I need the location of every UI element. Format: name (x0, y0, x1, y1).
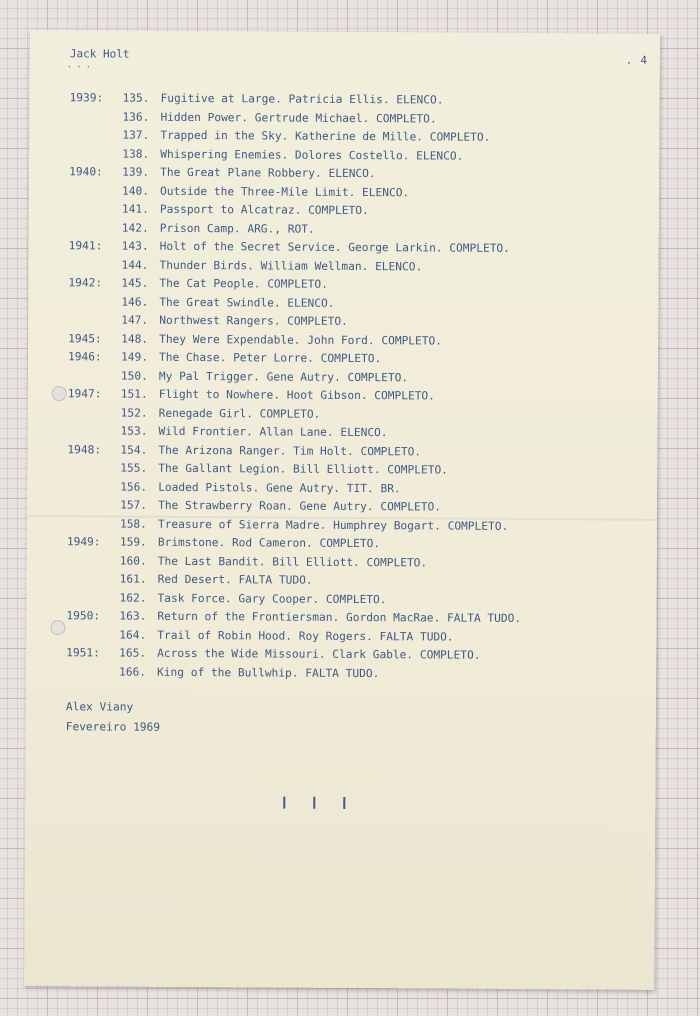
entry-year: 1950: (66, 609, 101, 623)
entry-number: 136. (122, 110, 150, 124)
ink-dots: ... (66, 60, 96, 71)
entry-text: The Gallant Legion. Bill Elliott. COMPLETO. (158, 461, 448, 477)
entry-text: Trail of Robin Hood. Roy Rogers. FALTA TUDO. (157, 628, 454, 644)
entry-number: 155. (120, 461, 148, 475)
entry-text: The Strawberry Roan. Gene Autry. COMPLETO. (158, 498, 442, 514)
typed-mark (313, 797, 315, 809)
author-name: Alex Viany (65, 700, 134, 714)
entry-text: King of the Bullwhip. FALTA TUDO. (157, 665, 380, 680)
page-number: . 4 (625, 53, 648, 67)
entry-year: 1939: (69, 91, 104, 105)
signature-date: Fevereiro 1969 (65, 720, 161, 734)
entry-year: 1945: (68, 331, 102, 345)
entry-text: The Chase. Peter Lorre. COMPLETO. (158, 350, 382, 366)
entry-number: 138. (122, 147, 150, 161)
entry-number: 166. (119, 665, 147, 679)
entry-text: Prison Camp. ARG., ROT. (159, 221, 315, 236)
entry-number: 152. (120, 406, 148, 420)
entry-text: Whispering Enemies. Dolores Costello. ELENCO. (160, 147, 464, 163)
signature-block (66, 697, 161, 738)
entry-number: 150. (120, 369, 148, 383)
typed-mark (343, 797, 345, 809)
entry-year: 1940: (69, 165, 103, 179)
entry-number: 164. (119, 628, 147, 642)
entry-text: Outside the Three-Mile Limit. ELENCO. (159, 184, 410, 199)
header-name: Jack Holt (69, 47, 130, 61)
entry-number: 137. (122, 128, 150, 142)
entry-text: The Great Swindle. ELENCO. (159, 295, 335, 310)
entry-number: 142. (121, 221, 149, 235)
document-page (24, 30, 660, 990)
entry-text: Trapped in the Sky. Katherine de Mille. COMPLETO. (160, 128, 491, 144)
entry-year: 1951: (66, 646, 100, 660)
entry-text: Wild Frontier. Allan Lane. ELENCO. (158, 424, 388, 440)
entry-text: Renegade Girl. COMPLETO. (158, 406, 321, 421)
entry-text: Flight to Nowhere. Hoot Gibson. COMPLETO. (158, 387, 435, 403)
entry-year: 1942: (68, 276, 103, 290)
entry-number: 151. (120, 387, 148, 401)
entry-number: 165. (119, 646, 147, 660)
entry-number: 148. (121, 332, 149, 346)
entry-number: 154. (120, 443, 148, 457)
typed-mark (283, 797, 285, 809)
entry-text: The Last Bandit. Bill Elliott. COMPLETO. (157, 554, 428, 569)
entry-text: Loaded Pistols. Gene Autry. TIT. BR. (158, 480, 401, 495)
entry-number: 157. (120, 498, 148, 512)
entry-text: Holt of the Secret Service. George Larkin. COMPLETO. (159, 239, 510, 255)
entry-number: 143. (121, 239, 149, 253)
entry-number: 147. (121, 313, 149, 327)
entry-text: Red Desert. FALTA TUDO. (157, 572, 313, 587)
entry-number: 141. (121, 202, 149, 216)
entry-text: Passport to Alcatraz. COMPLETO. (159, 202, 369, 218)
entry-text: Fugitive at Large. Patricia Ellis. ELENCO. (160, 91, 444, 107)
punch-hole (52, 386, 67, 401)
entry-text: My Pal Trigger. Gene Autry. COMPLETO. (158, 369, 409, 384)
entry-number: 160. (119, 554, 147, 568)
entry-text: The Great Plane Robbery. ELENCO. (160, 165, 376, 181)
entry-number: 135. (122, 91, 150, 105)
filmography-list (66, 89, 522, 681)
entry-text: Brimstone. Rod Cameron. COMPLETO. (157, 535, 381, 551)
entry-number: 161. (119, 572, 147, 586)
entry-text: Task Force. Gary Cooper. COMPLETO. (157, 591, 387, 606)
entry-text: Hidden Power. Gertrude Michael. COMPLETO. (160, 110, 437, 125)
entry-text: The Cat People. COMPLETO. (159, 276, 328, 291)
entry-year: 1948: (67, 442, 102, 456)
entry-number: 159. (119, 535, 147, 549)
entry-text: Thunder Birds. William Wellman. ELENCO. (159, 258, 423, 273)
entry-number: 139. (122, 165, 150, 179)
entry-text: Northwest Rangers. COMPLETO. (159, 313, 348, 328)
entry-year: 1946: (67, 350, 102, 364)
entry-year: 1947: (67, 387, 102, 401)
entry-text: Return of the Frontiersman. Gordon MacRae. FALTA TUDO. (157, 609, 522, 626)
entry-text: They Were Expendable. John Ford. COMPLETO. (159, 332, 443, 348)
entry-text: The Arizona Ranger. Tim Holt. COMPLETO. (158, 443, 422, 458)
entry-number: 140. (121, 184, 150, 198)
entry-number: 156. (120, 480, 148, 494)
entry-number: 149. (120, 350, 148, 364)
punch-hole (50, 620, 65, 635)
entry-number: 153. (120, 424, 148, 438)
entry-year: 1941: (68, 239, 103, 253)
entry-year: 1949: (66, 535, 101, 549)
entry-number: 145. (121, 276, 149, 290)
entry-number: 144. (121, 258, 149, 272)
entry-number: 162. (119, 591, 147, 605)
entry-text: Across the Wide Missouri. Clark Gable. COMPLETO. (157, 646, 481, 662)
entry-number: 158. (119, 517, 147, 531)
entry-number: 146. (121, 295, 149, 309)
entry-text: Treasure of Sierra Madre. Humphrey Bogart. COMPLETO. (157, 517, 509, 533)
entry-number: 163. (119, 609, 147, 623)
